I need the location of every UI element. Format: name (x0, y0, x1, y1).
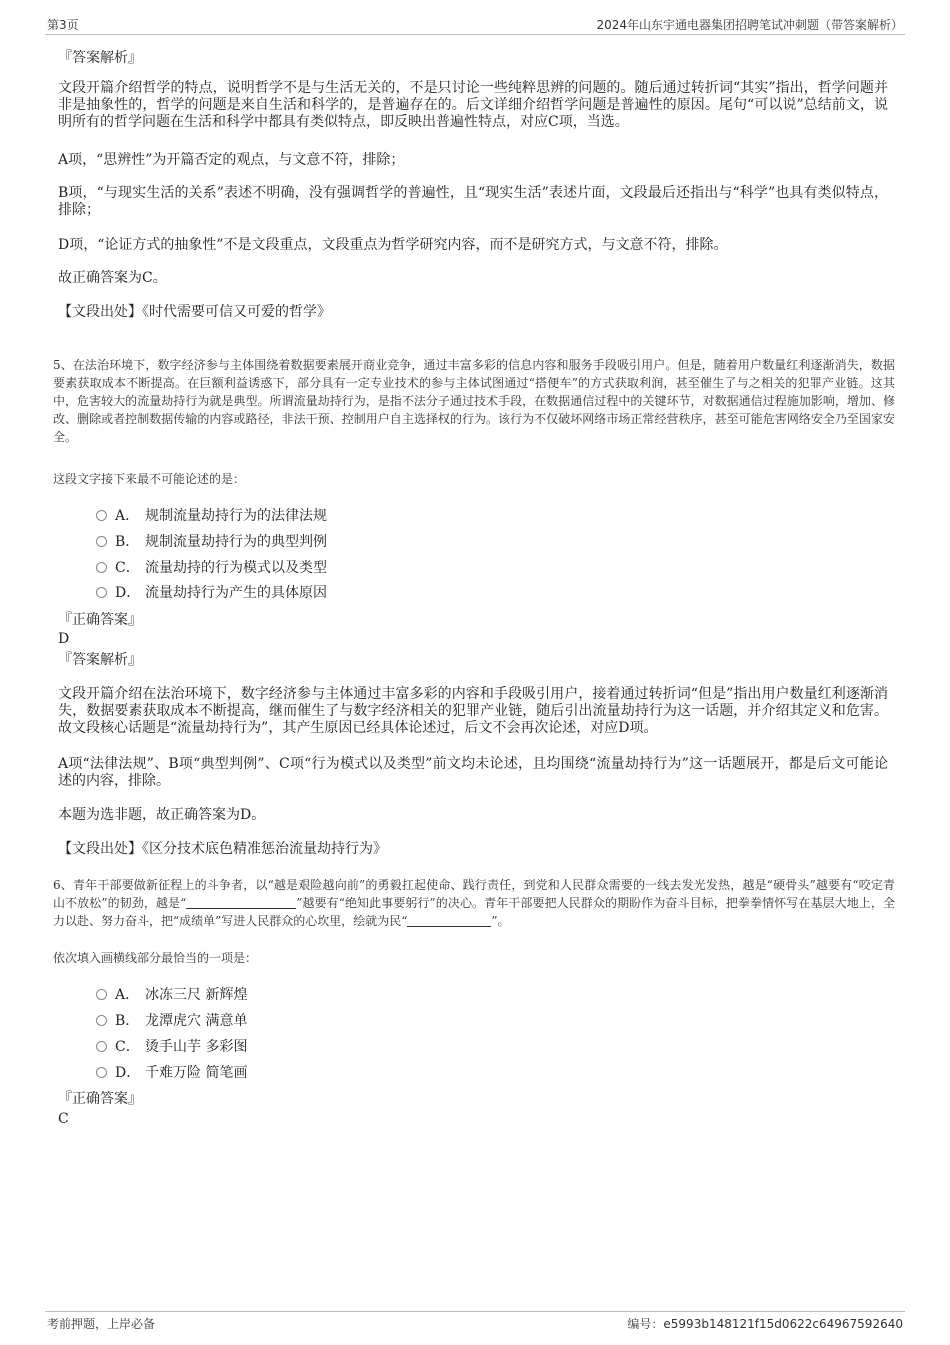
source-citation: 【文段出处】《时代需要可信又可爱的哲学》 (58, 304, 331, 320)
q5-option-d[interactable]: D． 流量劫持行为产生的具体原因 (96, 584, 327, 602)
question-5-prompt: 这段文字接下来最不可能论述的是： (53, 472, 246, 486)
correct-answer-label: 『正确答案』 (58, 612, 142, 628)
analysis-paragraph: B项，“与现实生活的关系”表述不明确，没有强调哲学的普遍性，且“现实生活”表述片面，文段最后还指出与“科学”也具有类似特点，排除； (58, 185, 888, 218)
page-footer (45, 1311, 905, 1332)
fill-blank-1 (186, 896, 296, 909)
analysis-paragraph: 文段开篇介绍在法治环境下，数字经济参与主体通过丰富多彩的内容和手段吸引用户，接着通过转折词“但是”指出用户数量红利逐渐消失，数据要素获取成本不断提高，继而催生了与数字经济相关的犯罪产业链，随后引出流量劫持行为这一话题，并介绍其定义和危害。故文段核心话题是“流量劫持行为”，其产生原因已经具体论述过，后文不会再次论述，对应D项。 (58, 686, 888, 736)
analysis-conclusion: 故正确答案为C。 (58, 270, 167, 286)
correct-answer: C (58, 1111, 69, 1127)
source-citation: 【文段出处】《区分技术底色精准惩治流量劫持行为》 (58, 841, 387, 857)
q5-option-a[interactable]: A． 规制流量劫持行为的法律法规 (96, 507, 327, 525)
analysis-conclusion: 本题为选非题，故正确答案为D。 (58, 807, 266, 823)
radio-button-icon[interactable] (96, 989, 107, 1000)
correct-answer: D (58, 631, 70, 647)
question-6-prompt: 依次填入画横线部分最恰当的一项是： (53, 951, 258, 965)
analysis-label: 『答案解析』 (58, 652, 142, 668)
correct-answer-label: 『正确答案』 (58, 1091, 142, 1107)
analysis-paragraph: A项“法律法规”、B项“典型判例”、C项“行为模式以及类型”前文均未论述，且均围绕“流量劫持行为”这一话题展开，都是后文可能论述的内容，排除。 (58, 756, 888, 789)
analysis-paragraph: A项，“思辨性”为开篇否定的观点，与文意不符，排除； (58, 152, 405, 168)
footer-slogan: 考前押题，上岸必备 (47, 1317, 156, 1331)
q6-option-d[interactable]: D． 千难万险 简笔画 (96, 1064, 247, 1082)
analysis-paragraph: 文段开篇介绍哲学的特点，说明哲学不是与生活无关的，不是只讨论一些纯粹思辨的问题的。随后通过转折词“其实”指出，哲学问题并非是抽象性的，哲学的问题是来自生活和科学的，是普遍存在的。后文详细介绍哲学问题是普遍性的原因。尾句“可以说”总结前文，说明所有的哲学问题在生活和科学中都具有类似特点，即反映出普遍性特点，对应C项，当选。 (58, 80, 888, 130)
document-code: 编号：e5993b148121f15d0622c64967592640 (627, 1317, 903, 1331)
page-header (45, 14, 905, 35)
document-title: 2024年山东宇通电器集团招聘笔试冲刺题（带答案解析） (596, 18, 903, 32)
radio-button-icon[interactable] (96, 510, 107, 521)
q6-option-c[interactable]: C． 烫手山芋 多彩图 (96, 1038, 247, 1056)
analysis-paragraph: D项，“论证方式的抽象性”不是文段重点，文段重点为哲学研究内容，而不是研究方式，与文意不符，排除。 (58, 237, 728, 253)
q5-option-b[interactable]: B． 规制流量劫持行为的典型判例 (96, 533, 327, 551)
radio-button-icon[interactable] (96, 1015, 107, 1026)
question-5-text: 5、在法治环境下，数字经济参与主体围绕着数据要素展开商业竞争，通过丰富多彩的信息内容和服务手段吸引用户。但是，随着用户数量红利逐渐消失，数据要素获取成本不断提高。在巨额利益诱惑下，部分具有一定专业技术的参与主体试图通过“搭便车”的方式获取利润，甚至催生了与之相关的犯罪产业链。这其中，危害较大的流量劫持行为就是典型。所谓流量劫持行为，是指不法分子通过技术手段，在数据通信过程中的关键环节，对数据通信过程施加影响，增加、修改、删除或者控制数据传输的内容或路径，非法干预、控制用户自主选择权的行为。该行为不仅破坏网络市场正常经营秩序，甚至可能危害网络安全乃至国家安全。 (53, 358, 895, 444)
analysis-label: 『答案解析』 (58, 50, 142, 66)
radio-button-icon[interactable] (96, 1067, 107, 1078)
q6-option-b[interactable]: B． 龙潭虎穴 满意单 (96, 1012, 247, 1030)
page-number: 第3页 (47, 18, 79, 32)
radio-button-icon[interactable] (96, 562, 107, 573)
radio-button-icon[interactable] (96, 1041, 107, 1052)
radio-button-icon[interactable] (96, 587, 107, 598)
question-6-text: 6、青年干部要做新征程上的斗争者，以“越是艰险越向前”的勇毅扛起使命、践行责任，到党和人民群众需要的一线去发光发热，越是“硬骨头”越要有“咬定青山不放松”的韧劲，越是“ ”越要有“绝知此事要躬行”的决心。青年干部要把人民群众的期盼作为奋斗目标，把拳拳情怀写在基层大地上，全力以赴、努力奋斗，把“成绩单”写进人民群众的心坎里，绘就为民“ ”。 (53, 878, 895, 928)
radio-button-icon[interactable] (96, 536, 107, 547)
q6-option-a[interactable]: A． 冰冻三尺 新辉煌 (96, 986, 247, 1004)
fill-blank-2 (407, 914, 491, 927)
q5-option-c[interactable]: C． 流量劫持的行为模式以及类型 (96, 559, 327, 577)
